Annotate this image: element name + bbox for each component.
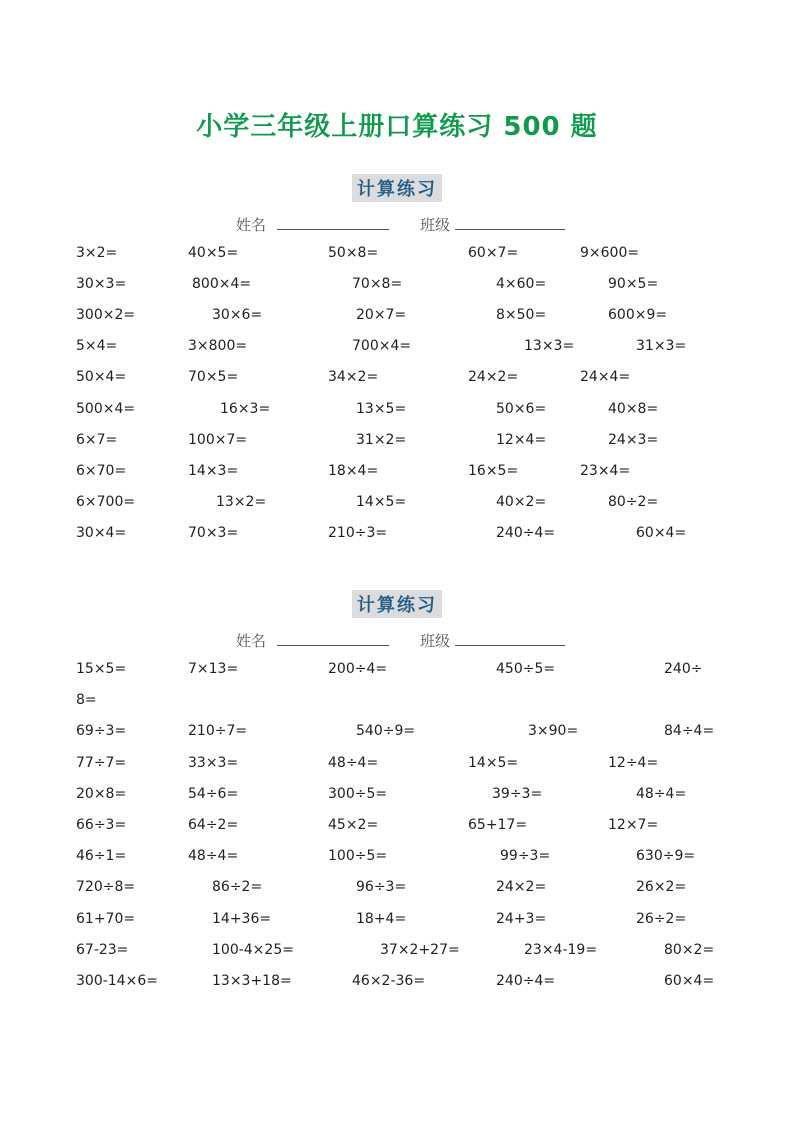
problem-cell: 64÷2= [188,817,239,833]
problem-cell: 4×60= [496,276,547,292]
problem-cell: 7×13= [188,661,239,677]
problem-cell: 500×4= [76,401,136,417]
problem-cell: 12÷4= [608,755,659,771]
problem-cell: 240÷4= [496,973,556,989]
problem-cell: 99÷3= [500,848,551,864]
problem-cell: 540÷9= [356,723,416,739]
problem-cell: 45×2= [328,817,379,833]
problem-cell: 46÷1= [76,848,127,864]
problem-cell: 30×3= [76,276,127,292]
section-2-heading [0,590,794,618]
problem-cell: 80×2= [664,942,715,958]
class-label: 班级 [420,216,451,234]
problem-cell: 3×2= [76,245,118,261]
problem-cell: 69÷3= [76,723,127,739]
problem-cell: 300-14×6= [76,973,158,989]
problem-cell: 46×2-36= [352,973,426,989]
problem-cell: 14+36= [212,911,272,927]
problem-cell: 60×7= [468,245,519,261]
problem-cell: 50×4= [76,369,127,385]
problem-cell: 86÷2= [212,879,263,895]
problem-cell: 33×3= [188,755,239,771]
problem-cell: 80÷2= [608,494,659,510]
problem-cell: 12×4= [496,432,547,448]
problem-cell: 300×2= [76,307,136,323]
problem-cell: 12×7= [608,817,659,833]
problem-cell: 5×4= [76,338,118,354]
problem-cell: 240÷ [664,661,703,677]
problem-cell: 48÷4= [188,848,239,864]
name-label: 姓名 [236,216,267,234]
problem-cell: 34×2= [328,369,379,385]
problem-cell: 800×4= [192,276,252,292]
problem-cell: 60×4= [664,973,715,989]
problem-cell: 14×3= [188,463,239,479]
section-1-heading [0,174,794,202]
problem-cell: 60×4= [636,525,687,541]
problem-cell: 210÷7= [188,723,248,739]
problem-cell: 66÷3= [76,817,127,833]
problem-cell: 48÷4= [636,786,687,802]
problem-cell: 13×5= [356,401,407,417]
problem-cell: 6×7= [76,432,118,448]
problem-cell: 23×4-19= [524,942,598,958]
problem-cell: 70×8= [352,276,403,292]
problem-cell: 26×2= [636,879,687,895]
problem-cell: 18×4= [328,463,379,479]
problem-cell: 6×70= [76,463,127,479]
problem-cell: 39÷3= [492,786,543,802]
problem-cell: 100×7= [188,432,248,448]
problem-cell: 720÷8= [76,879,136,895]
problem-cell: 31×3= [636,338,687,354]
problem-cell: 13×2= [216,494,267,510]
problem-cell: 15×5= [76,661,127,677]
problem-cell: 14×5= [356,494,407,510]
problem-cell: 630÷9= [636,848,696,864]
problem-cell: 23×4= [580,463,631,479]
problem-cell: 24×2= [468,369,519,385]
problem-cell: 3×800= [188,338,248,354]
problem-cell: 3×90= [528,723,579,739]
problem-cell: 40×8= [608,401,659,417]
section-heading-text: 计算练习 [352,174,442,202]
name-label: 姓名 [236,632,267,650]
problem-cell: 40×2= [496,494,547,510]
section-1-class-field [420,214,565,235]
problem-cell: 50×8= [328,245,379,261]
name-blank-line[interactable] [277,631,389,646]
problem-cell: 30×4= [76,525,127,541]
problem-cell: 40×5= [188,245,239,261]
problem-cell: 8×50= [496,307,547,323]
problem-cell: 210÷3= [328,525,388,541]
problem-cell: 65+17= [468,817,528,833]
problem-cell: 31×2= [356,432,407,448]
problem-cell: 18+4= [356,911,407,927]
problem-cell: 100-4×25= [212,942,294,958]
problem-cell: 77÷7= [76,755,127,771]
problem-cell: 90×5= [608,276,659,292]
problem-cell: 84÷4= [664,723,715,739]
problem-cell: 700×4= [352,338,412,354]
section-heading-text: 计算练习 [352,590,442,618]
problem-cell: 24+3= [496,911,547,927]
page-title: 小学三年级上册口算练习 500 题 [196,112,598,142]
problem-cell: 200÷4= [328,661,388,677]
problem-cell: 8= [76,692,97,708]
problem-cell: 50×6= [496,401,547,417]
problem-cell: 96÷3= [356,879,407,895]
class-label: 班级 [420,632,451,650]
section-1-name-field [236,214,389,235]
section-2-class-field [420,630,565,651]
class-blank-line[interactable] [455,631,565,646]
problem-cell: 20×7= [356,307,407,323]
problem-cell: 48÷4= [328,755,379,771]
problem-cell: 600×9= [608,307,668,323]
problem-cell: 13×3+18= [212,973,292,989]
problem-cell: 13×3= [524,338,575,354]
name-blank-line[interactable] [277,215,389,230]
problem-cell: 26÷2= [636,911,687,927]
problem-cell: 100÷5= [328,848,388,864]
problem-cell: 9×600= [580,245,640,261]
problem-cell: 24×3= [608,432,659,448]
problem-cell: 67-23= [76,942,129,958]
class-blank-line[interactable] [455,215,565,230]
problem-cell: 30×6= [212,307,263,323]
problem-cell: 54÷6= [188,786,239,802]
problem-cell: 24×2= [496,879,547,895]
problem-cell: 300÷5= [328,786,388,802]
problem-cell: 16×3= [220,401,271,417]
section-2-name-field [236,630,389,651]
problem-cell: 14×5= [468,755,519,771]
problem-cell: 450÷5= [496,661,556,677]
problem-cell: 24×4= [580,369,631,385]
problem-cell: 16×5= [468,463,519,479]
problem-cell: 37×2+27= [380,942,460,958]
problem-cell: 20×8= [76,786,127,802]
problem-cell: 70×3= [188,525,239,541]
problem-cell: 70×5= [188,369,239,385]
problem-cell: 240÷4= [496,525,556,541]
problem-cell: 6×700= [76,494,136,510]
problem-cell: 61+70= [76,911,136,927]
